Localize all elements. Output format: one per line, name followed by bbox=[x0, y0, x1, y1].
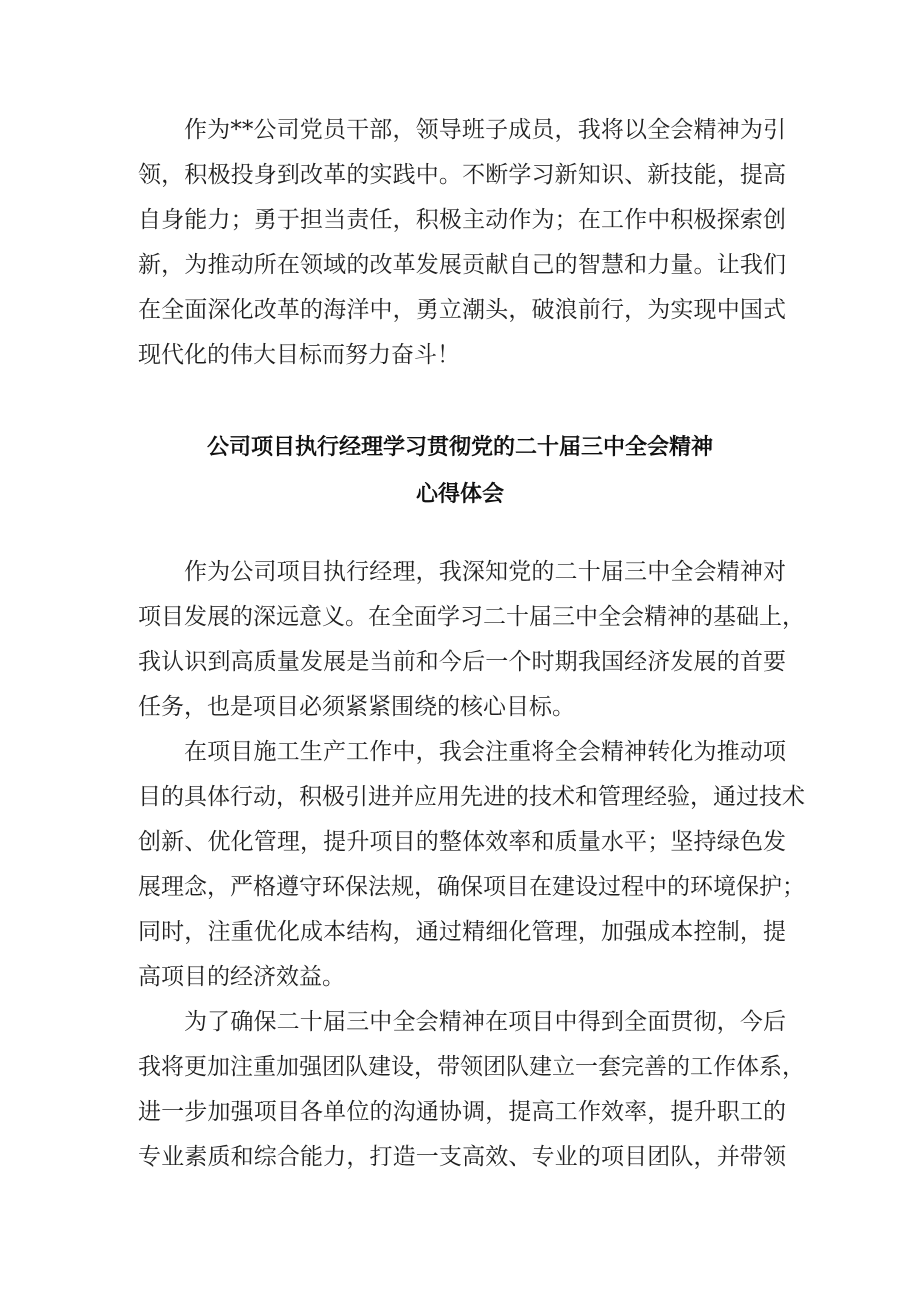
text-line: 任务，也是项目必须紧紧围绕的核心目标。 bbox=[138, 694, 575, 720]
text-line: 专业素质和综合能力，打造一支高效、专业的项目团队，并带领 bbox=[138, 1144, 786, 1170]
text-line: 项目发展的深远意义。在全面学习二十届三中全会精神的基础上， bbox=[138, 604, 805, 630]
text-line: 在项目施工生产工作中，我会注重将全会精神转化为推动项 bbox=[184, 739, 786, 765]
text-line: 我认识到高质量发展是当前和今后一个时期我国经济发展的首要 bbox=[138, 649, 786, 675]
text-line: 创新、优化管理，提升项目的整体效率和质量水平；坚持绿色发 bbox=[138, 829, 786, 855]
text-line: 作为**公司党员干部，领导班子成员，我将以全会精神为引 bbox=[184, 117, 786, 143]
text-line: 新，为推动所在领域的改革发展贡献自己的智慧和力量。让我们 bbox=[138, 252, 786, 278]
text-line: 领，积极投身到改革的实践中。不断学习新知识、新技能，提高 bbox=[138, 162, 786, 188]
text-line: 在全面深化改革的海洋中，勇立潮头，破浪前行，为实现中国式 bbox=[138, 297, 786, 323]
text-line: 进一步加强项目各单位的沟通协调，提高工作效率，提升职工的 bbox=[138, 1099, 786, 1125]
text-line: 我将更加注重加强团队建设，带领团队建立一套完善的工作体系， bbox=[138, 1054, 805, 1080]
intro-paragraph bbox=[138, 108, 786, 378]
text-line: 目的具体行动，积极引进并应用先进的技术和管理经验，通过技术 bbox=[138, 784, 805, 810]
document-subtitle: 心得体会 bbox=[415, 482, 504, 507]
text-line: 高项目的经济效益。 bbox=[138, 964, 345, 990]
text-line: 自身能力；勇于担当责任，积极主动作为；在工作中积极探索创 bbox=[138, 207, 786, 233]
document-title: 公司项目执行经理学习贯彻党的二十届三中全会精神 bbox=[206, 435, 713, 460]
body-paragraphs bbox=[138, 550, 805, 1180]
text-line: 作为公司项目执行经理，我深知党的二十届三中全会精神对 bbox=[184, 559, 786, 585]
text-line: 同时，注重优化成本结构，通过精细化管理，加强成本控制，提 bbox=[138, 919, 786, 945]
text-line: 为了确保二十届三中全会精神在项目中得到全面贯彻，今后 bbox=[184, 1009, 786, 1035]
text-line: 展理念，严格遵守环保法规，确保项目在建设过程中的环境保护； bbox=[138, 874, 805, 900]
text-line: 现代化的伟大目标而努力奋斗！ bbox=[138, 342, 460, 368]
